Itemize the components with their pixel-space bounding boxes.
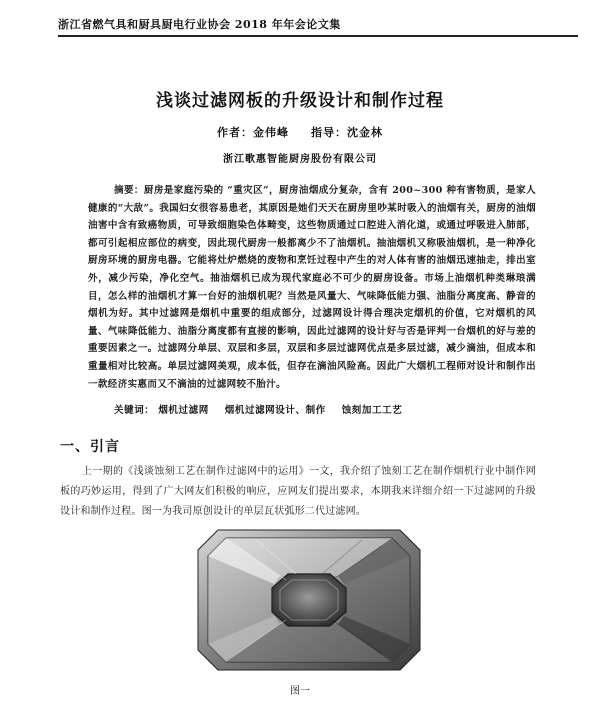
advisor-name: 沈金林 xyxy=(347,126,383,139)
section-heading: 一、引言 xyxy=(60,439,120,455)
keywords xyxy=(114,402,534,416)
author-name: 金伟峰 xyxy=(253,126,289,139)
filter-mesh-illustration xyxy=(196,526,422,674)
keyword: 烟机过滤网 xyxy=(158,405,209,416)
paper-title: 浅谈过滤网板的升级设计和制作过程 xyxy=(156,91,444,111)
author-label: 作者： xyxy=(217,126,253,139)
running-header: 浙江省燃气具和厨具厨电行业协会 2018 年年会论文集 xyxy=(58,16,578,37)
section-paragraph: 上一期的《浅谈蚀刻工艺在制作过滤网中的运用》一文，我介绍了蚀刻工艺在制作烟机行业中制作网板的巧妙运用，得到了广大网友们积极的响应，应网友们提出要求，本期我来详细介绍一下过滤网的升级设计和制作过程。图一为我司原创设计的单层瓦状弧形二代过滤网。 xyxy=(60,466,536,517)
byline xyxy=(0,124,600,140)
abstract-text: 厨房是家庭污染的 “重灾区”，厨房油烟成分复杂，含有 200~300 种有害物质，是家人健康的“大敌”。我国妇女很容易患老，其原因是她们天天在厨房里吵某时吸入的油烟有关，厨房的油烟油害中含有致癌物质，可导致细胞染色体畸变，这些物质通过口腔进入消化道，或通过呼吸进入肺部，都可引起相应部位的病变，因此现代厨房一般都离少不了油烟机。抽油烟机又称吸油烟机，是一种净化厨房环境的厨房电器。它能将灶炉燃烧的废物和烹饪过程中产生的对人体有害的油烟迅速抽走，排出室外，减少污染，净化空气。抽油烟机已成为现代家庭必不可少的厨房设备。市场上油烟机种类琳琅满目，怎么样的油烟机才算一台好的油烟机呢？当然是风量大、气味降低能力强、油脂分离度高、静音的烟机为好。其中过滤网是烟机中重要的组成部分，过滤网设计得合理决定烟机的价值，它对烟机的风量、气味降低能力、油脂分离度都有直接的影响，因此过滤网的设计好与否是评判一台烟机的好与差的重要因素之一。过滤网分单层、双层和多层，双层和多层过滤网优点是多层过滤，减少滴油，但成本和重量相对比较高。单层过滤网美观，成本低，但存在滴油风险高。因此广大烟机工程师对设计和制作出一款经济实惠而又不滴油的过滤网较不胎汁。 xyxy=(88,185,536,390)
abstract-label: 摘要： xyxy=(114,185,144,196)
figure-caption: 图一 xyxy=(290,686,310,697)
keyword: 烟机过滤网设计、制作 xyxy=(224,405,326,416)
filter-mesh-figure xyxy=(196,526,422,674)
abstract xyxy=(88,182,536,393)
keyword: 蚀刻加工工艺 xyxy=(341,405,403,416)
keywords-label: 关键词： xyxy=(114,405,155,416)
advisor-label: 指导： xyxy=(311,126,347,139)
affiliation: 浙江歌惠智能厨房股份有限公司 xyxy=(223,154,377,165)
